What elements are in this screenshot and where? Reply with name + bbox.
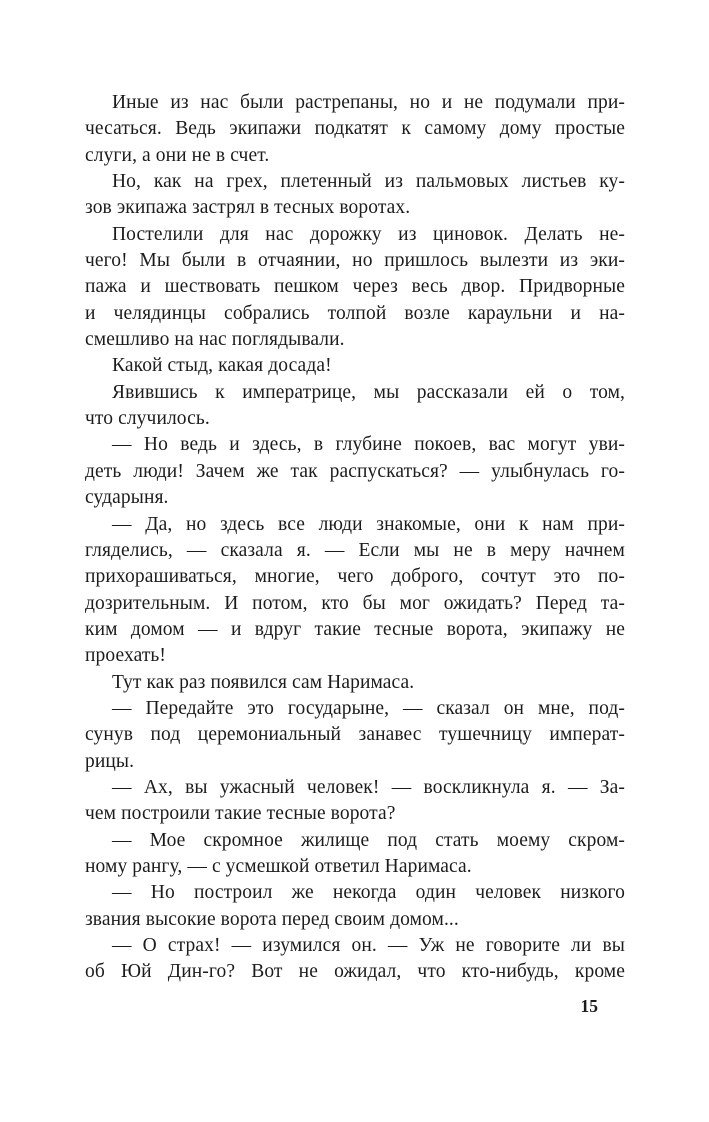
page-number: 15 <box>580 996 598 1016</box>
text-line: прихорашиваться, многие, чего доброго, сочтут это по- <box>85 566 625 588</box>
text-line: зов экипажа застрял в тесных воротах. <box>85 197 411 219</box>
text-line: Явившись к императрице, мы рассказали ей о том, <box>112 381 625 403</box>
text-line: звания высокие ворота перед своим домом... <box>85 908 459 930</box>
text-line: ким домом — и вдруг такие тесные ворота, экипажу не <box>85 618 625 640</box>
text-line: — Но построил же некогда один человек низкого <box>112 882 625 904</box>
text-line: — Да, но здесь все люди знакомые, они к нам при- <box>112 513 625 535</box>
text-line: — Передайте это государыне, — сказал он мне, под- <box>112 697 625 719</box>
text-line: Постелили для нас дорожку из циновок. Делать не- <box>112 223 625 245</box>
text-line: проехать! <box>85 645 167 667</box>
text-line: Какой стыд, какая досада! <box>112 355 332 377</box>
text-line: чего! Мы были в отчаянии, но пришлось вылезти из эки- <box>85 250 625 272</box>
text-line: — О страх! — изумился он. — Уж не говорите ли вы <box>112 935 625 956</box>
text-line: — Но ведь и здесь, в глубине покоев, вас могут уви- <box>112 434 625 456</box>
text-line: Иные из нас были растрепаны, но и не подумали при- <box>112 92 625 113</box>
text-line: сударыня. <box>85 487 169 509</box>
text-line: ному рангу, — с усмешкой ответил Наримаса. <box>85 855 472 877</box>
text-line: Тут как раз появился сам Наримаса. <box>112 671 415 693</box>
text-line: — Мое скромное жилище под стать моему скром- <box>112 829 625 851</box>
text-line: деть люди! Зачем же так распускаться? — улыбнулась го- <box>85 460 625 482</box>
text-line: дозрительным. И потом, кто бы мог ожидать? Перед та- <box>85 592 625 614</box>
text-line: — Ах, вы ужасный человек! — воскликнула я. — За- <box>112 776 625 798</box>
text-line: рицы. <box>85 750 135 772</box>
text-line: чесаться. Ведь экипажи подкатят к самому дому простые <box>85 118 625 140</box>
text-line: об Юй Дин-го? Вот не ожидал, что кто-нибудь, кроме <box>85 961 625 983</box>
text-line: сунув под церемониальный занавес тушечницу императ- <box>85 724 625 746</box>
text-block <box>85 90 625 986</box>
text-line: пажа и шествовать пешком через весь двор. Придворные <box>85 276 625 298</box>
text-line: чем построили такие тесные ворота? <box>85 803 396 825</box>
text-line: что случилось. <box>85 408 210 430</box>
text-line: смешливо на нас поглядывали. <box>85 329 345 351</box>
text-line: гляделись, — сказала я. — Если мы не в меру начнем <box>85 539 625 561</box>
text-line: и челядинцы собрались толпой возле караульни и на- <box>85 302 625 324</box>
text-line: Но, как на грех, плетенный из пальмовых листьев ку- <box>112 171 625 193</box>
text-line: слуги, а они не в счет. <box>85 144 270 166</box>
